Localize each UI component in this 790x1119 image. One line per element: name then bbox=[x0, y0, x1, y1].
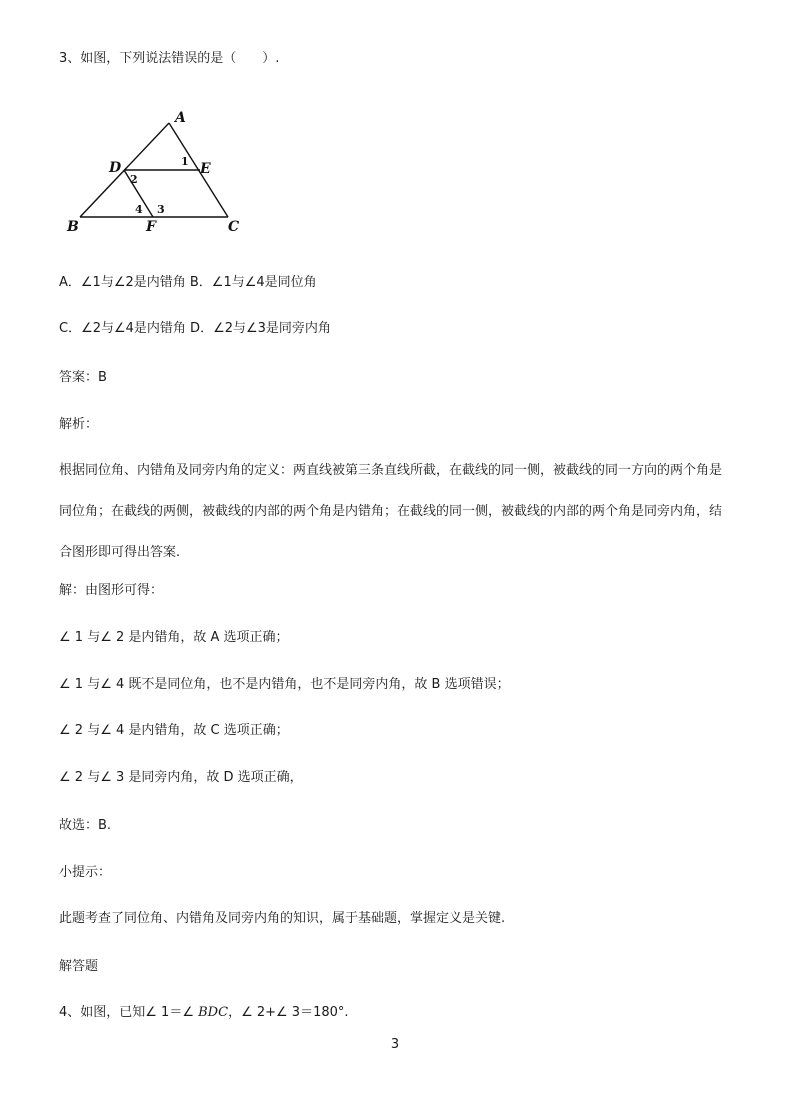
options-line-1: A．∠1与∠2是内错角 B．∠1与∠4是同位角 bbox=[59, 275, 317, 290]
label-a: A bbox=[175, 110, 186, 126]
label-f: F bbox=[146, 219, 156, 235]
question-4-italic: BDC bbox=[198, 1005, 229, 1020]
solution-step-3: ∠ 2 与∠ 4 是内错角，故 C 选项正确； bbox=[59, 723, 289, 738]
question-4-suffix: ，∠ 2+∠ 3＝180°. bbox=[228, 1005, 349, 1020]
solution-step-2: ∠ 1 与∠ 4 既不是同位角，也不是内错角，也不是同旁内角，故 B 选项错误； bbox=[59, 677, 510, 692]
angle-3-label: 3 bbox=[157, 203, 165, 216]
label-b: B bbox=[67, 219, 79, 235]
label-c: C bbox=[228, 219, 240, 235]
question-4-stem bbox=[59, 1004, 349, 1022]
page-number: 3 bbox=[390, 1037, 400, 1052]
options-line-2: C．∠2与∠4是内错角 D．∠2与∠3是同旁内角 bbox=[59, 321, 331, 336]
solution-step-4: ∠ 2 与∠ 3 是同旁内角，故 D 选项正确， bbox=[59, 770, 303, 785]
tip-label: 小提示： bbox=[59, 865, 112, 880]
label-d: D bbox=[109, 160, 122, 176]
section-title: 解答题 bbox=[59, 959, 99, 974]
analysis-text: 根据同位角、内错角及同旁内角的定义：两直线被第三条直线所截，在截线的同一侧，被截线的同一方向的两个角是同位角；在截线的两侧，被截线的内部的两个角是内错角；在截线的同一侧，被截线的内部的两个角是同旁内角，结合图形即可得出答案. bbox=[59, 463, 723, 560]
analysis-label: 解析： bbox=[59, 417, 99, 432]
geometry-figure bbox=[60, 100, 260, 240]
question-3-stem: 3、如图，下列说法错误的是（ ）. bbox=[59, 51, 280, 66]
label-e: E bbox=[200, 161, 211, 177]
angle-2-label: 2 bbox=[130, 173, 138, 186]
solution-label: 解：由图形可得： bbox=[59, 583, 164, 598]
answer: 答案：B bbox=[59, 370, 107, 385]
tip-text: 此题考查了同位角、内错角及同旁内角的知识，属于基础题，掌握定义是关键. bbox=[59, 911, 506, 926]
angle-1-label: 1 bbox=[181, 155, 189, 168]
solution-step-1: ∠ 1 与∠ 2 是内错角，故 A 选项正确； bbox=[59, 630, 289, 645]
angle-4-label: 4 bbox=[135, 203, 143, 216]
question-4-prefix: 4、如图，已知∠ 1＝∠ bbox=[59, 1005, 199, 1020]
final-choice: 故选：B. bbox=[59, 818, 112, 833]
